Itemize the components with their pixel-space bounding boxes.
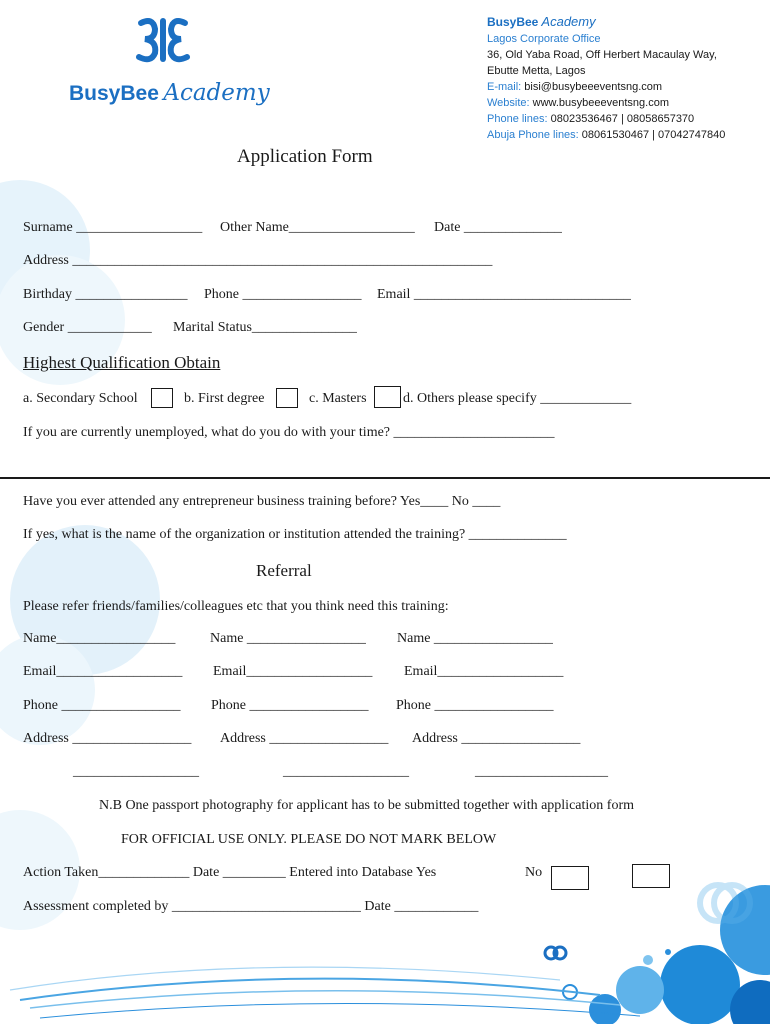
referral-intro: Please refer friends/families/colleagues etc that you think need this training: — [23, 599, 449, 614]
contact-address-line1: 36, Old Yaba Road, Off Herbert Macaulay Way, — [487, 49, 717, 61]
logo-wordmark — [69, 80, 270, 106]
other-name-field[interactable]: Other Name__________________ — [220, 220, 415, 235]
assessment-row[interactable]: Assessment completed by ___________________________ Date ____________ — [23, 899, 479, 914]
birthday-field[interactable]: Birthday ________________ — [23, 287, 188, 302]
qualification-heading: Highest Qualification Obtain — [23, 353, 221, 372]
decor-swoosh — [30, 991, 620, 1008]
referral-1-name[interactable]: Name_________________ — [23, 631, 176, 646]
gender-field[interactable]: Gender ____________ — [23, 320, 152, 335]
busybee-logo-icon — [133, 15, 193, 65]
marital-status-field[interactable]: Marital Status_______________ — [173, 320, 357, 335]
abuja-label: Abuja Phone lines: — [487, 129, 579, 141]
referral-heading: Referral — [256, 561, 312, 580]
website-value: www.busybeeeventsng.com — [532, 97, 670, 109]
contact-academy: Academy — [541, 14, 596, 29]
referral-2-extra-line[interactable]: __________________ — [283, 764, 409, 779]
decor-circle — [643, 955, 653, 965]
contact-office: Lagos Corporate Office — [487, 33, 601, 45]
qual-masters-label: c. Masters — [309, 391, 367, 406]
abuja-value: 08061530467 | 07042747840 — [581, 129, 726, 141]
contact-brand: BusyBee — [487, 15, 539, 29]
phone-label: Phone lines: — [487, 113, 548, 125]
phone-field[interactable]: Phone _________________ — [204, 287, 362, 302]
phone-value: 08023536467 | 08058657370 — [550, 113, 695, 125]
contact-block — [487, 14, 725, 143]
referral-3-name[interactable]: Name _________________ — [397, 631, 553, 646]
referral-2-name[interactable]: Name _________________ — [210, 631, 366, 646]
date-field[interactable]: Date ______________ — [434, 220, 562, 235]
database-no-label: No — [525, 865, 543, 880]
database-no-checkbox[interactable] — [632, 864, 670, 888]
decor-circle — [660, 945, 740, 1024]
referral-2-address[interactable]: Address _________________ — [220, 731, 389, 746]
contact-address-line2: Ebutte Metta, Lagos — [487, 65, 586, 77]
entrepreneur-question[interactable]: Have you ever attended any entrepreneur business training before? Yes____ No ____ — [23, 494, 501, 509]
contact-website-row — [487, 95, 725, 111]
contact-abuja-row — [487, 127, 725, 143]
unemployed-question[interactable]: If you are currently unemployed, what do you do with your time? _______________________ — [23, 425, 555, 440]
referral-1-phone[interactable]: Phone _________________ — [23, 698, 181, 713]
qual-others-field[interactable]: d. Others please specify _____________ — [403, 391, 632, 406]
action-taken-row[interactable]: Action Taken_____________ Date _________ Entered into Database Yes — [23, 865, 437, 880]
referral-2-phone[interactable]: Phone _________________ — [211, 698, 369, 713]
logo-brand: BusyBee — [69, 82, 159, 105]
decor-circle — [616, 966, 664, 1014]
email-field[interactable]: Email _______________________________ — [377, 287, 631, 302]
contact-header — [487, 14, 725, 31]
email-label: E-mail: — [487, 81, 522, 93]
referral-2-email[interactable]: Email__________________ — [213, 664, 373, 679]
contact-phone-row — [487, 111, 725, 127]
referral-3-phone[interactable]: Phone _________________ — [396, 698, 554, 713]
qual-first-degree-label: b. First degree — [184, 391, 265, 406]
contact-email-row — [487, 79, 725, 95]
database-yes-checkbox[interactable] — [551, 866, 589, 890]
passport-note: N.B One passport photography for applicant has to be submitted together with application form — [99, 798, 634, 813]
referral-3-address[interactable]: Address _________________ — [412, 731, 581, 746]
decor-swoosh — [40, 1003, 640, 1018]
referral-3-extra-line[interactable]: ___________________ — [475, 764, 608, 779]
small-logo-icon — [545, 947, 566, 959]
referral-1-extra-line[interactable]: __________________ — [73, 764, 199, 779]
qual-masters-checkbox[interactable] — [374, 386, 401, 408]
address-field[interactable]: Address ____________________________________________________________ — [23, 253, 493, 268]
decor-circle — [589, 994, 621, 1024]
referral-1-address[interactable]: Address _________________ — [23, 731, 192, 746]
section-divider — [0, 477, 770, 479]
surname-field[interactable]: Surname __________________ — [23, 220, 203, 235]
logo-academy: Academy — [163, 80, 270, 106]
decor-circle — [665, 949, 671, 955]
qual-first-degree-checkbox[interactable] — [276, 388, 298, 408]
qual-secondary-checkbox[interactable] — [151, 388, 173, 408]
qual-secondary-label: a. Secondary School — [23, 391, 138, 406]
form-title: Application Form — [237, 146, 373, 167]
website-label: Website: — [487, 97, 530, 109]
email-value: bisi@busybeeeventsng.com — [524, 81, 663, 93]
official-use-note: FOR OFFICIAL USE ONLY. PLEASE DO NOT MARK BELOW — [121, 832, 497, 847]
organization-question[interactable]: If yes, what is the name of the organization or institution attended the training? ______________ — [23, 527, 567, 542]
referral-3-email[interactable]: Email__________________ — [404, 664, 564, 679]
referral-1-email[interactable]: Email__________________ — [23, 664, 183, 679]
